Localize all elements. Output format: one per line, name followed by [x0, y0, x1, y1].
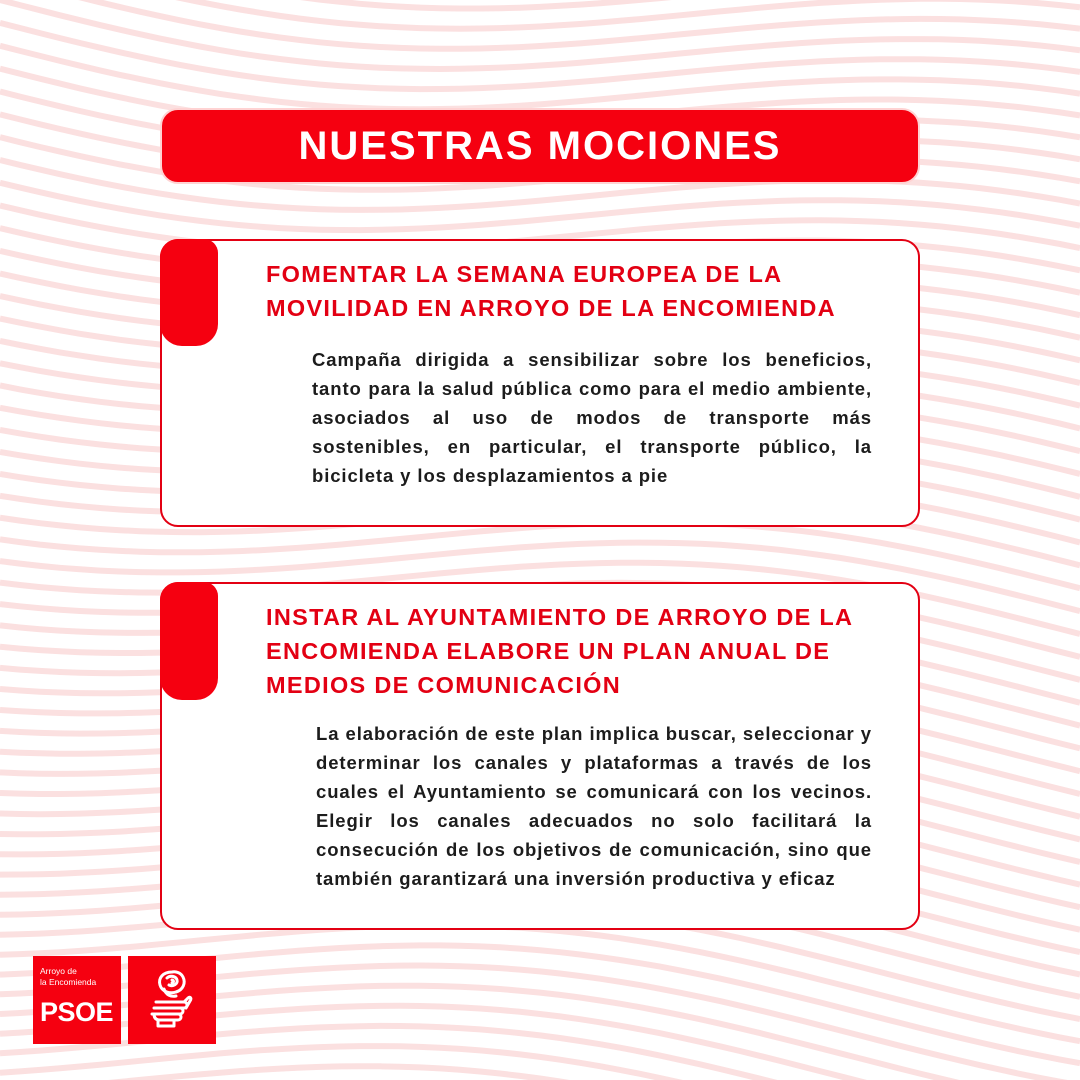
- logo-location-line2: la Encomienda: [40, 977, 97, 987]
- mocion-title: INSTAR AL AYUNTAMIENTO DE ARROYO DE LA ENCOMIENDA ELABORE UN PLAN ANUAL DE MEDIOS DE COMUNICACIÓN: [266, 604, 853, 698]
- page-title: NUESTRAS MOCIONES: [298, 123, 782, 168]
- psoe-logo: [33, 956, 121, 1044]
- mocion-description: Campaña dirigida a sensibilizar sobre los beneficios, tanto para la salud pública como para el medio ambiente, asociados al uso de modos de transporte más sostenibles, en particular, el transporte público, la bicicleta y los desplazamientos a pie: [312, 349, 872, 486]
- mocion-description: La elaboración de este plan implica buscar, seleccionar y determinar los canales y plataformas a través de los cuales el Ayuntamiento se comunicará con los vecinos. Elegir los canales adecuados no solo facilitará la consecución de los objetivos de comunicación, sino que también garantizará una inversión productiva y eficaz: [316, 723, 872, 889]
- psoe-emblem: [128, 956, 216, 1044]
- mocion-card-2: [160, 582, 920, 930]
- logo-location-line1: Arroyo de: [40, 966, 77, 976]
- card-tab-accent: [160, 239, 218, 346]
- mocion-title: FOMENTAR LA SEMANA EUROPEA DE LA MOVILIDAD EN ARROYO DE LA ENCOMIENDA: [266, 261, 836, 321]
- rose-fist-icon: [148, 968, 196, 1030]
- logo-party-name: PSOE: [40, 997, 114, 1027]
- mocion-card-1: [160, 239, 920, 527]
- card-tab-accent: [160, 582, 218, 700]
- title-banner: [160, 108, 920, 184]
